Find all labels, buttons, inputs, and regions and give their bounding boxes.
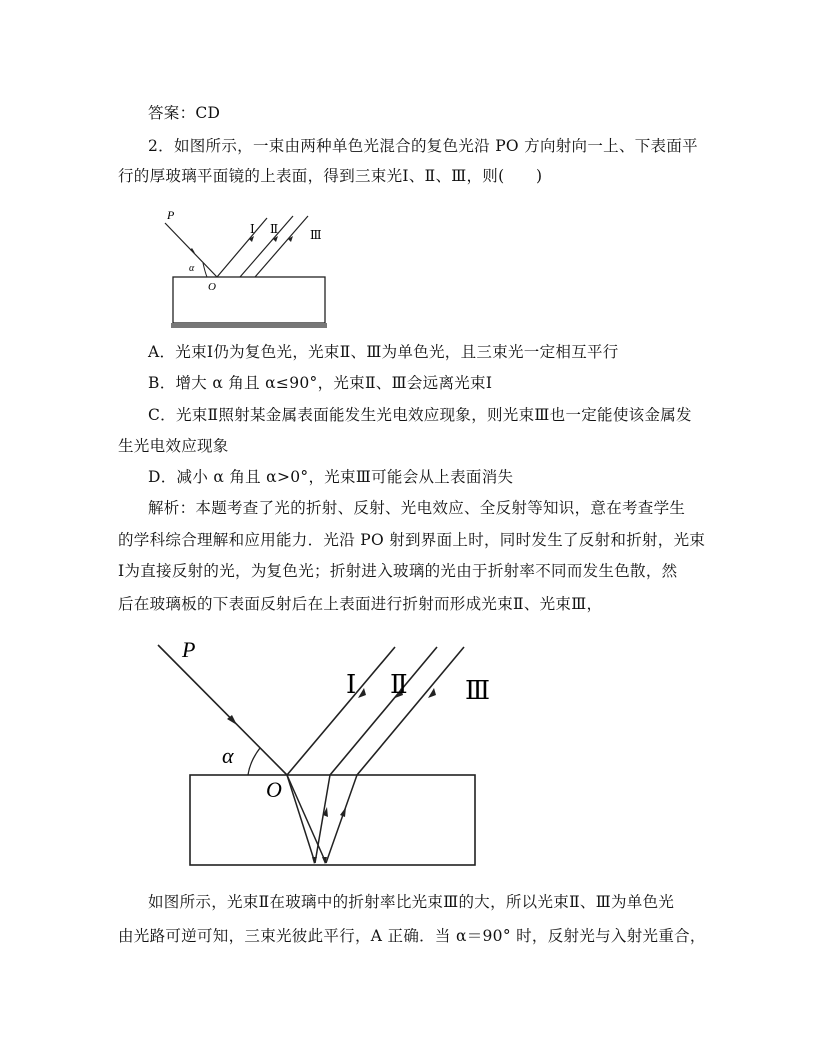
small-label-p: P [167,208,175,222]
analysis-line-2: 的学科综合理解和应用能力．光沿 PO 射到界面上时，同时发生了反射和折射，光束 [118,531,706,549]
large-label-o: O [266,777,282,802]
figure-small [145,205,335,335]
small-label-2: Ⅱ [270,222,279,236]
option-c-line-1: C．光束Ⅱ照射某金属表面能发生光电效应现象，则光束Ⅲ也一定能使该金属发 [148,406,692,424]
analysis-line-6: 由光路可逆可知，三束光彼此平行，A 正确．当 α＝90° 时，反射光与入射光重合， [118,927,706,945]
option-d: D．减小 α 角且 α>0°，光束Ⅲ可能会从上表面消失 [148,468,514,486]
analysis-line-4: 后在玻璃板的下表面反射后在上表面进行折射而形成光束Ⅱ、光束Ⅲ， [118,595,603,613]
large-label-3: Ⅲ [465,676,491,705]
option-b: B．增大 α 角且 α≤90°，光束Ⅱ、Ⅲ会远离光束Ⅰ [148,374,493,392]
question-line-2: 行的厚玻璃平面镜的上表面，得到三束光Ⅰ、Ⅱ、Ⅲ，则( ) [118,167,543,185]
large-label-2: Ⅱ [390,670,408,699]
answer-line: 答案：CD [148,104,221,122]
small-label-alpha: α [189,263,195,274]
large-glass-block [190,775,475,865]
option-a: A．光束Ⅰ仍为复色光，光束Ⅱ、Ⅲ为单色光，且三束光一定相互平行 [148,343,619,361]
small-glass-block [173,277,325,323]
large-label-alpha: α [222,743,234,768]
analysis-line-5: 如图所示，光束Ⅱ在玻璃中的折射率比光束Ⅲ的大，所以光束Ⅱ、Ⅲ为单色光 [148,893,675,911]
analysis-line-1: 解析：本题考查了光的折射、反射、光电效应、全反射等知识，意在考查学生 [148,499,686,517]
small-label-o: O [208,281,216,293]
large-label-1: Ⅰ [346,670,357,699]
figure-large [150,635,510,875]
small-label-3: Ⅲ [310,228,322,242]
option-c-line-2: 生光电效应现象 [118,437,229,455]
analysis-line-3: Ⅰ为直接反射的光，为复色光；折射进入玻璃的光由于折射率不同而发生色散，然 [118,562,678,580]
large-label-p: P [182,637,196,662]
question-line-1: 2．如图所示，一束由两种单色光混合的复色光沿 PO 方向射向一上、下表面平 [148,137,698,155]
small-label-1: Ⅰ [250,222,255,236]
small-base-hatch [171,323,327,328]
